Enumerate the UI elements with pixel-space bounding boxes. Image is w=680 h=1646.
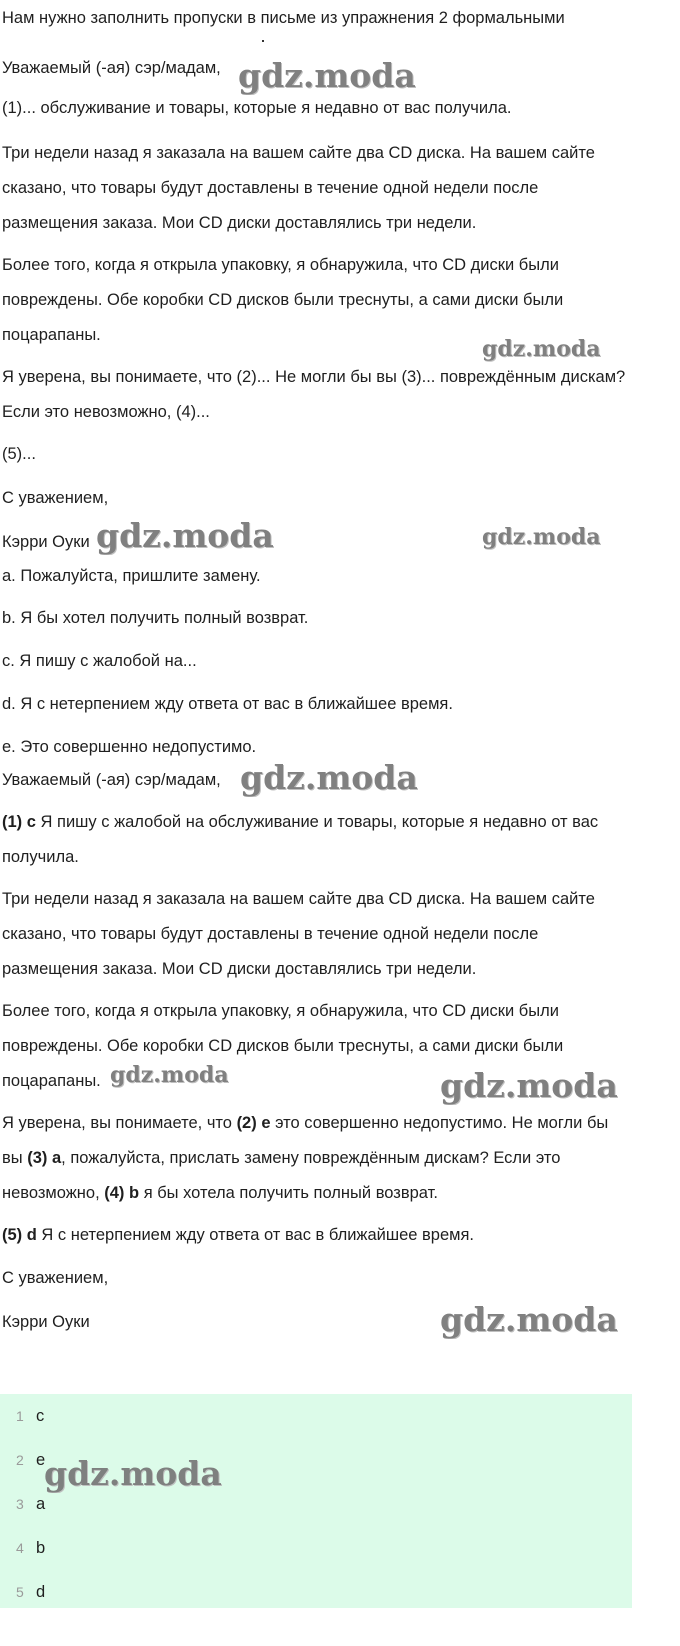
task-closing: С уважением, [2, 489, 109, 507]
watermark: gdz.moda [240, 758, 418, 797]
answer-signature: Кэрри Оуки [2, 1313, 90, 1331]
answer-paragraph-2-line: сказано, что товары будут доставлены в течение одной недели после [2, 925, 539, 943]
answer-mark-3: (3) a [27, 1149, 62, 1167]
task-paragraph-3-line: повреждены. Обе коробки CD дисков были треснуты, а сами диски были [2, 291, 564, 309]
watermark: gdz.moda [96, 516, 274, 555]
intro-text: Нам нужно заполнить пропуски в письме из упражнения 2 формальными [2, 9, 565, 27]
answer-row-value: d [36, 1583, 46, 1601]
answer-text: Я с нетерпением жду ответа от вас в ближайшее время. [36, 1226, 475, 1244]
task-paragraph-3-line: Более того, когда я открыла упаковку, я обнаружила, что CD диски были [2, 256, 559, 274]
answer-paragraph-2-line: Три недели назад я заказала на вашем сайте два CD диска. На вашем сайте [2, 890, 595, 908]
answer-text: это совершенно недопустимо. Не могли бы [270, 1114, 609, 1132]
answer-paragraph-4-line-1 [2, 1113, 608, 1133]
task-paragraph-2-line: Три недели назад я заказала на вашем сайте два CD диска. На вашем сайте [2, 144, 595, 162]
answer-paragraph-2-line: размещения заказа. Мои CD диски доставлялись три недели. [2, 960, 477, 978]
watermark: gdz.moda [440, 1300, 618, 1339]
task-greeting: Уважаемый (-ая) сэр/мадам, [2, 59, 221, 77]
answer-paragraph-4-line-3 [2, 1183, 438, 1203]
answer-paragraph-3-line: Более того, когда я открыла упаковку, я обнаружила, что CD диски были [2, 1002, 559, 1020]
answer-row-value: c [36, 1407, 45, 1425]
answer-row-value: e [36, 1451, 46, 1469]
answer-text: , пожалуйста, прислать замену повреждённым дискам? Если это [61, 1149, 561, 1167]
answer-paragraph-3-line: поцарапаны. [2, 1072, 101, 1090]
answer-row-number: 5 [16, 1584, 24, 1600]
answer-paragraph-1-cont: получила. [2, 848, 79, 866]
answer-row-number: 3 [16, 1496, 24, 1512]
task-paragraph-3-line: поцарапаны. [2, 326, 101, 344]
task-signature: Кэрри Оуки [2, 533, 90, 551]
option-b: b. Я бы хотел получить полный возврат. [2, 609, 309, 627]
answer-paragraph-3-line: повреждены. Обе коробки CD дисков были треснуты, а сами диски были [2, 1037, 564, 1055]
option-e: e. Это совершенно недопустимо. [2, 738, 257, 756]
answer-paragraph-1 [2, 812, 598, 832]
watermark: gdz.moda [44, 1454, 222, 1493]
watermark: gdz.moda [482, 524, 601, 550]
task-paragraph-4-line: Если это невозможно, (4)... [2, 403, 210, 421]
answer-text: Я уверена, вы понимаете, что [2, 1114, 237, 1132]
answer-mark-1: (1) c [2, 813, 36, 831]
option-a: a. Пожалуйста, пришлите замену. [2, 567, 261, 585]
answer-text: я бы хотела получить полный возврат. [139, 1184, 438, 1202]
answer-paragraph-5 [2, 1225, 474, 1245]
task-paragraph-1: (1)... обслуживание и товары, которые я недавно от вас получила. [2, 99, 512, 117]
answer-mark-4: (4) b [104, 1184, 140, 1202]
task-paragraph-2-line: размещения заказа. Мои CD диски доставлялись три недели. [2, 214, 477, 232]
answer-closing: С уважением, [2, 1269, 109, 1287]
stray-dot [262, 40, 264, 42]
answer-paragraph-4-line-2 [2, 1148, 560, 1168]
option-d: d. Я с нетерпением жду ответа от вас в ближайшее время. [2, 695, 453, 713]
answer-row-value: b [36, 1539, 46, 1557]
answer-text: невозможно, [2, 1184, 105, 1202]
answer-row-number: 1 [16, 1408, 24, 1424]
answer-row-number: 4 [16, 1540, 24, 1556]
watermark: gdz.moda [110, 1062, 229, 1088]
answer-paragraph-1-text: Я пишу с жалобой на обслуживание и товары, которые я недавно от вас [35, 813, 599, 831]
task-paragraph-5: (5)... [2, 445, 36, 463]
answer-mark-5: (5) d [2, 1226, 37, 1244]
watermark: gdz.moda [482, 336, 601, 362]
watermark: gdz.moda [440, 1066, 618, 1105]
answer-row-value: a [36, 1495, 46, 1513]
task-paragraph-4-line: Я уверена, вы понимаете, что (2)... Не могли бы вы (3)... повреждённым дискам? [2, 368, 626, 386]
task-paragraph-2-line: сказано, что товары будут доставлены в течение одной недели после [2, 179, 539, 197]
answer-text: вы [2, 1149, 28, 1167]
answer-table [0, 1394, 632, 1608]
answer-row-number: 2 [16, 1452, 24, 1468]
watermark: gdz.moda [238, 56, 416, 95]
option-c: c. Я пишу с жалобой на... [2, 652, 197, 670]
answer-greeting: Уважаемый (-ая) сэр/мадам, [2, 771, 221, 789]
answer-mark-2: (2) e [236, 1114, 271, 1132]
